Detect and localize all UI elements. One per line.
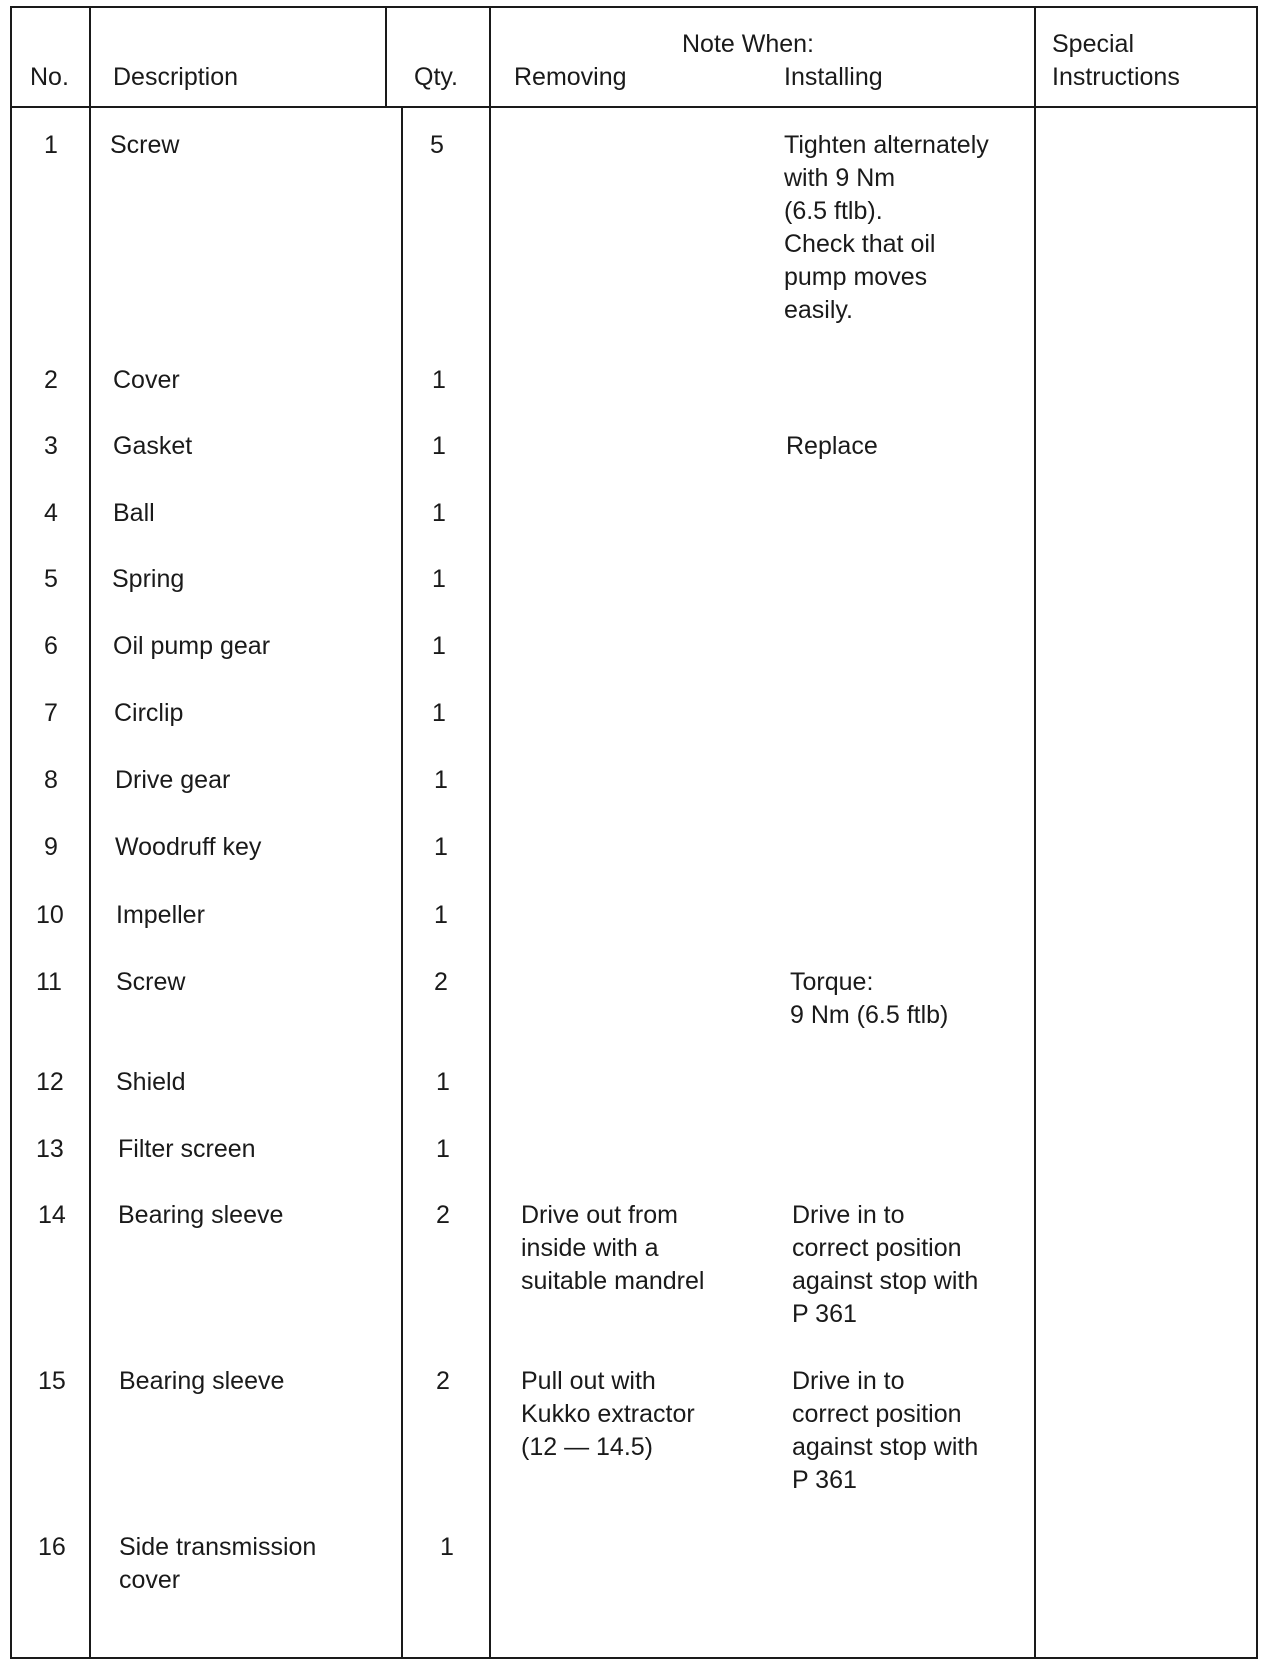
cell-installing: Torque: 9 Nm (6.5 ftlb) <box>790 968 949 1029</box>
cell-description: Circlip <box>114 699 184 727</box>
header-no: No. <box>30 63 69 91</box>
cell-no: 6 <box>44 632 58 660</box>
cell-no: 15 <box>38 1367 66 1395</box>
cell-no: 5 <box>44 565 58 593</box>
cell-no: 4 <box>44 499 58 527</box>
column-divider <box>89 8 91 1659</box>
cell-no: 12 <box>36 1068 64 1096</box>
cell-qty: 2 <box>436 1201 450 1229</box>
column-divider <box>401 108 403 1659</box>
cell-qty: 1 <box>432 699 446 727</box>
cell-description: Shield <box>116 1068 186 1096</box>
cell-no: 14 <box>38 1201 66 1229</box>
header-special-instructions: Special Instructions <box>1052 30 1180 91</box>
cell-description: Side transmission cover <box>119 1533 317 1594</box>
cell-qty: 1 <box>432 632 446 660</box>
cell-no: 3 <box>44 432 58 460</box>
cell-no: 8 <box>44 766 58 794</box>
header-description: Description <box>113 63 239 91</box>
header-note-when: Note When: <box>682 30 815 58</box>
cell-installing: Drive in to correct position against stop with P 361 <box>792 1201 979 1328</box>
cell-description: Impeller <box>116 901 205 929</box>
cell-qty: 1 <box>432 499 446 527</box>
cell-qty: 1 <box>434 833 448 861</box>
cell-no: 11 <box>36 968 62 996</box>
cell-installing: Tighten alternately with 9 Nm (6.5 ftlb). Check that oil pump moves easily. <box>784 131 989 324</box>
cell-description: Cover <box>113 366 180 394</box>
column-divider <box>1034 8 1036 1659</box>
cell-qty: 5 <box>430 131 444 159</box>
cell-qty: 1 <box>432 432 446 460</box>
header-removing: Removing <box>514 63 627 91</box>
cell-qty: 1 <box>440 1533 454 1561</box>
cell-description: Filter screen <box>118 1135 256 1163</box>
cell-no: 7 <box>44 699 58 727</box>
cell-qty: 2 <box>434 968 448 996</box>
cell-description: Oil pump gear <box>113 632 271 660</box>
cell-qty: 2 <box>436 1367 450 1395</box>
cell-removing: Pull out with Kukko extractor (12 — 14.5) <box>521 1367 695 1461</box>
cell-qty: 1 <box>436 1135 450 1163</box>
cell-description: Woodruff key <box>115 833 262 861</box>
cell-qty: 1 <box>434 901 448 929</box>
cell-installing: Drive in to correct position against stop with P 361 <box>792 1367 979 1494</box>
cell-description: Screw <box>110 131 180 159</box>
column-divider <box>489 8 491 1659</box>
cell-no: 2 <box>44 366 58 394</box>
cell-no: 13 <box>36 1135 64 1163</box>
cell-description: Drive gear <box>115 766 231 794</box>
cell-qty: 1 <box>434 766 448 794</box>
cell-no: 10 <box>36 901 64 929</box>
cell-qty: 1 <box>432 565 446 593</box>
cell-description: Ball <box>113 499 155 527</box>
header-rule <box>10 106 1258 108</box>
cell-no: 9 <box>44 833 58 861</box>
column-divider <box>385 8 387 108</box>
cell-no: 16 <box>38 1533 66 1561</box>
cell-description: Bearing sleeve <box>118 1201 284 1229</box>
header-qty: Qty. <box>414 63 458 91</box>
cell-no: 1 <box>44 131 58 159</box>
cell-installing: Replace <box>786 432 878 460</box>
cell-qty: 1 <box>436 1068 450 1096</box>
header-installing: Installing <box>784 63 883 91</box>
cell-description: Gasket <box>113 432 193 460</box>
cell-description: Bearing sleeve <box>119 1367 285 1395</box>
cell-description: Screw <box>116 968 186 996</box>
cell-qty: 1 <box>432 366 446 394</box>
cell-removing: Drive out from inside with a suitable mandrel <box>521 1201 705 1295</box>
cell-description: Spring <box>112 565 185 593</box>
